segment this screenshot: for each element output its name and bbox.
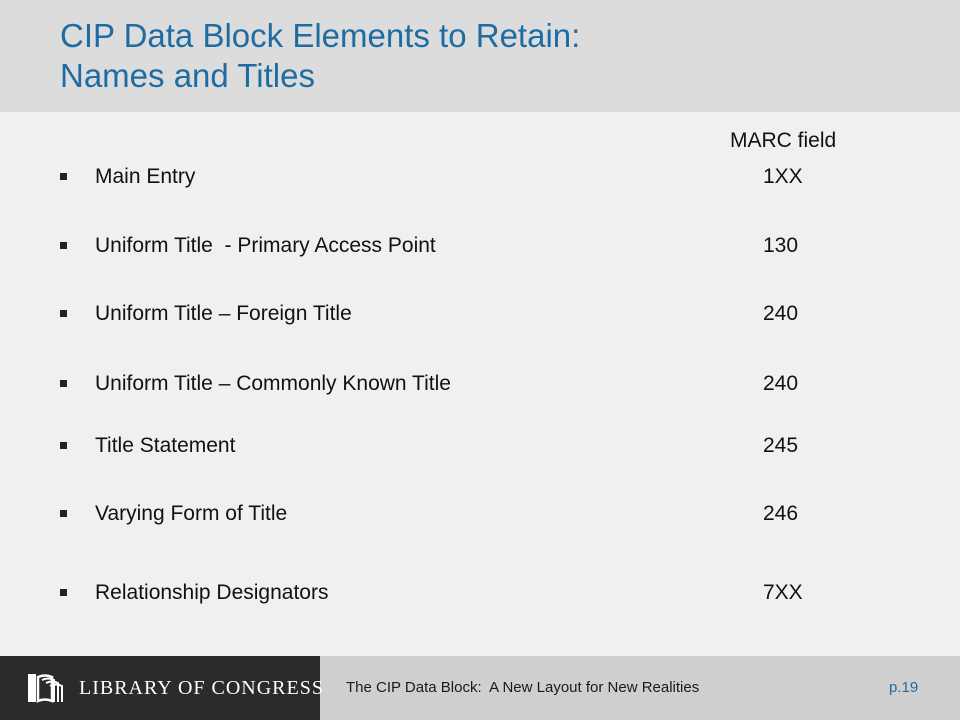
item-marc-field: 130 xyxy=(763,234,799,257)
item-label: Varying Form of Title xyxy=(95,502,288,525)
item-marc-field: 240 xyxy=(763,372,799,395)
item-marc-field: 240 xyxy=(763,302,799,325)
logo-wordmark: LIBRARY OF CONGRESS xyxy=(79,677,324,699)
item-label: Title Statement xyxy=(95,434,236,457)
square-bullet-icon xyxy=(60,173,67,180)
item-label: Relationship Designators xyxy=(95,581,329,604)
list-item xyxy=(0,433,960,459)
library-of-congress-logo xyxy=(0,656,324,720)
item-label: Uniform Title – Foreign Title xyxy=(95,302,352,325)
list-item xyxy=(0,371,960,397)
page-number: p.19 xyxy=(889,679,919,696)
square-bullet-icon xyxy=(60,310,67,317)
list-item xyxy=(0,164,960,190)
slide-title-line-1: CIP Data Block Elements to Retain: xyxy=(60,17,581,54)
marc-field-column-header: MARC field xyxy=(730,129,837,152)
book-pages-icon xyxy=(26,672,66,704)
square-bullet-icon xyxy=(60,442,67,449)
slide-content xyxy=(0,112,960,656)
slide-title xyxy=(60,16,920,96)
item-label: Uniform Title - Primary Access Point xyxy=(95,234,436,257)
list-item xyxy=(0,501,960,527)
item-marc-field: 246 xyxy=(763,502,799,525)
item-marc-field: 1XX xyxy=(763,165,803,188)
square-bullet-icon xyxy=(60,380,67,387)
item-label: Main Entry xyxy=(95,165,196,188)
list-item xyxy=(0,233,960,259)
footer-caption: The CIP Data Block: A New Layout for New Realities xyxy=(346,679,700,696)
square-bullet-icon xyxy=(60,510,67,517)
footer-bar xyxy=(0,656,960,720)
list-item xyxy=(0,580,960,606)
item-label: Uniform Title – Commonly Known Title xyxy=(95,372,451,395)
square-bullet-icon xyxy=(60,242,67,249)
item-marc-field: 245 xyxy=(763,434,799,457)
list-item xyxy=(0,301,960,327)
slide-title-line-2: Names and Titles xyxy=(60,57,315,94)
item-marc-field: 7XX xyxy=(763,581,803,604)
square-bullet-icon xyxy=(60,589,67,596)
title-band xyxy=(0,0,960,112)
